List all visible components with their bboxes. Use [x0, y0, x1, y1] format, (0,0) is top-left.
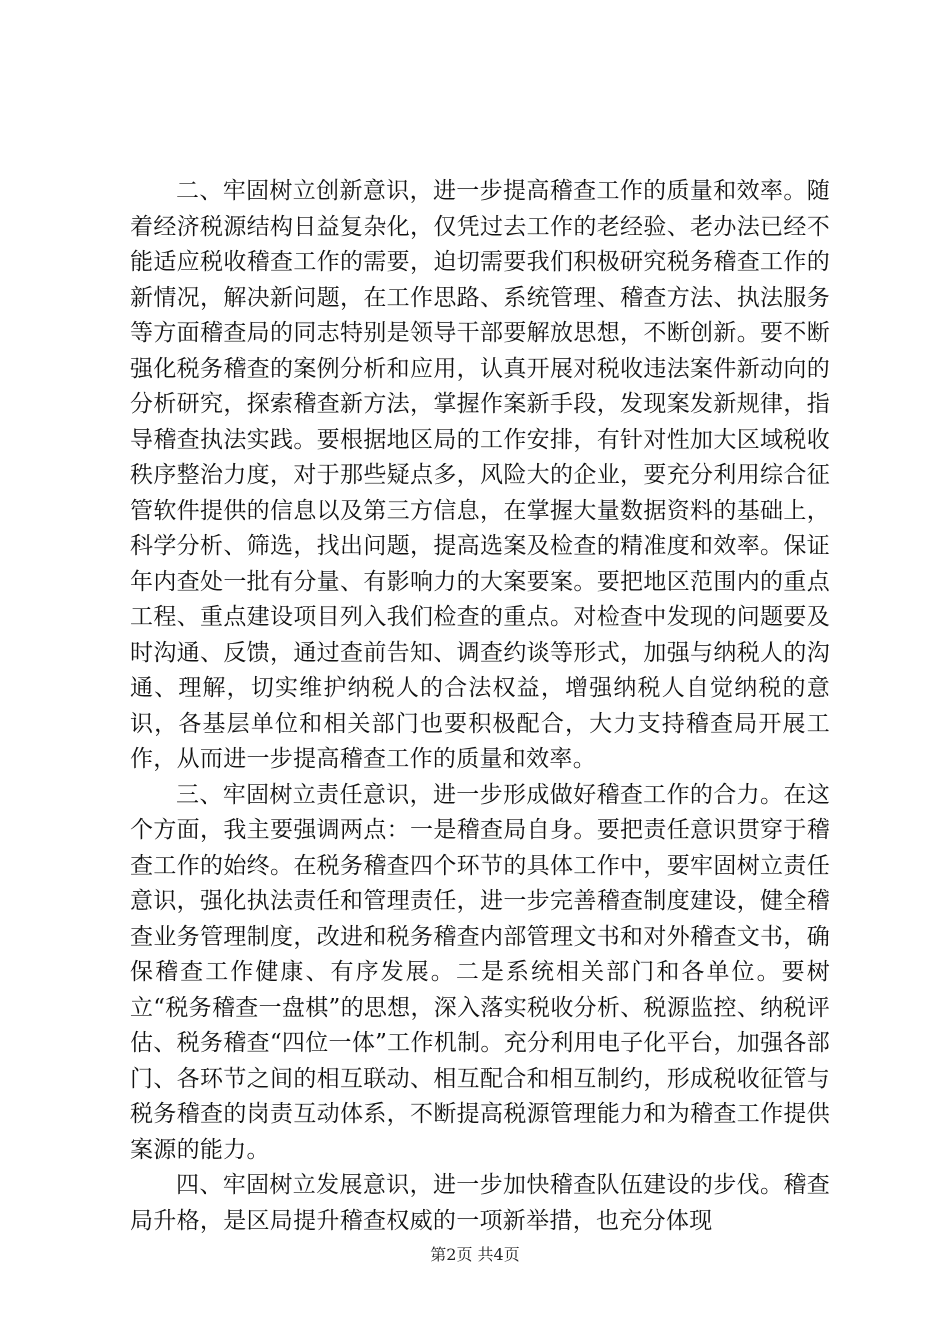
page-number-footer: 第2页 共4页 [430, 1245, 520, 1264]
document-body [130, 174, 830, 1239]
paragraph-responsibility: 三、牢固树立责任意识，进一步形成做好稽查工作的合力。在这个方面，我主要强调两点：一是稽查局自身。要把责任意识贯穿于稽查工作的始终。在税务稽查四个环节的具体工作中，要牢固树立责任意识，强化执法责任和管理责任，进一步完善稽查制度建设，健全稽查业务管理制度，改进和税务稽查内部管理文书和对外稽查文书，确保稽查工作健康、有序发展。二是系统相关部门和各单位。要树立“税务稽查一盘棋”的思想，深入落实税收分析、税源监控、纳税评估、税务稽查“四位一体”工作机制。充分利用电子化平台，加强各部门、各环节之间的相互联动、相互配合和相互制约，形成税收征管与税务稽查的岗责互动体系，不断提高税源管理能力和为稽查工作提供案源的能力。 [130, 781, 830, 1163]
paragraph-development: 四、牢固树立发展意识，进一步加快稽查队伍建设的步伐。稽查局升格，是区局提升稽查权威的一项新举措，也充分体现 [130, 1172, 830, 1234]
paragraph-innovation: 二、牢固树立创新意识，进一步提高稽查工作的质量和效率。随着经济税源结构日益复杂化，仅凭过去工作的老经验、老办法已经不能适应税收稽查工作的需要，迫切需要我们积极研究税务稽查工作的新情况，解决新问题，在工作思路、系统管理、稽查方法、执法服务等方面稽查局的同志特别是领导干部要解放思想，不断创新。要不断强化税务稽查的案例分析和应用，认真开展对税收违法案件新动向的分析研究，探索稽查新方法，掌握作案新手段，发现案发新规律，指导稽查执法实践。要根据地区局的工作安排，有针对性加大区域税收秩序整治力度，对于那些疑点多，风险大的企业，要充分利用综合征管软件提供的信息以及第三方信息，在掌握大量数据资料的基础上，科学分析、筛选，找出问题，提高选案及检查的精准度和效率。保证年内查处一批有分量、有影响力的大案要案。要把地区范围内的重点工程、重点建设项目列入我们检查的重点。对检查中发现的问题要及时沟通、反馈，通过查前告知、调查约谈等形式，加强与纳税人的沟通、理解，切实维护纳税人的合法权益，增强纳税人自觉纳税的意识，各基层单位和相关部门也要积极配合，大力支持稽查局开展工作，从而进一步提高稽查工作的质量和效率。 [130, 178, 830, 772]
